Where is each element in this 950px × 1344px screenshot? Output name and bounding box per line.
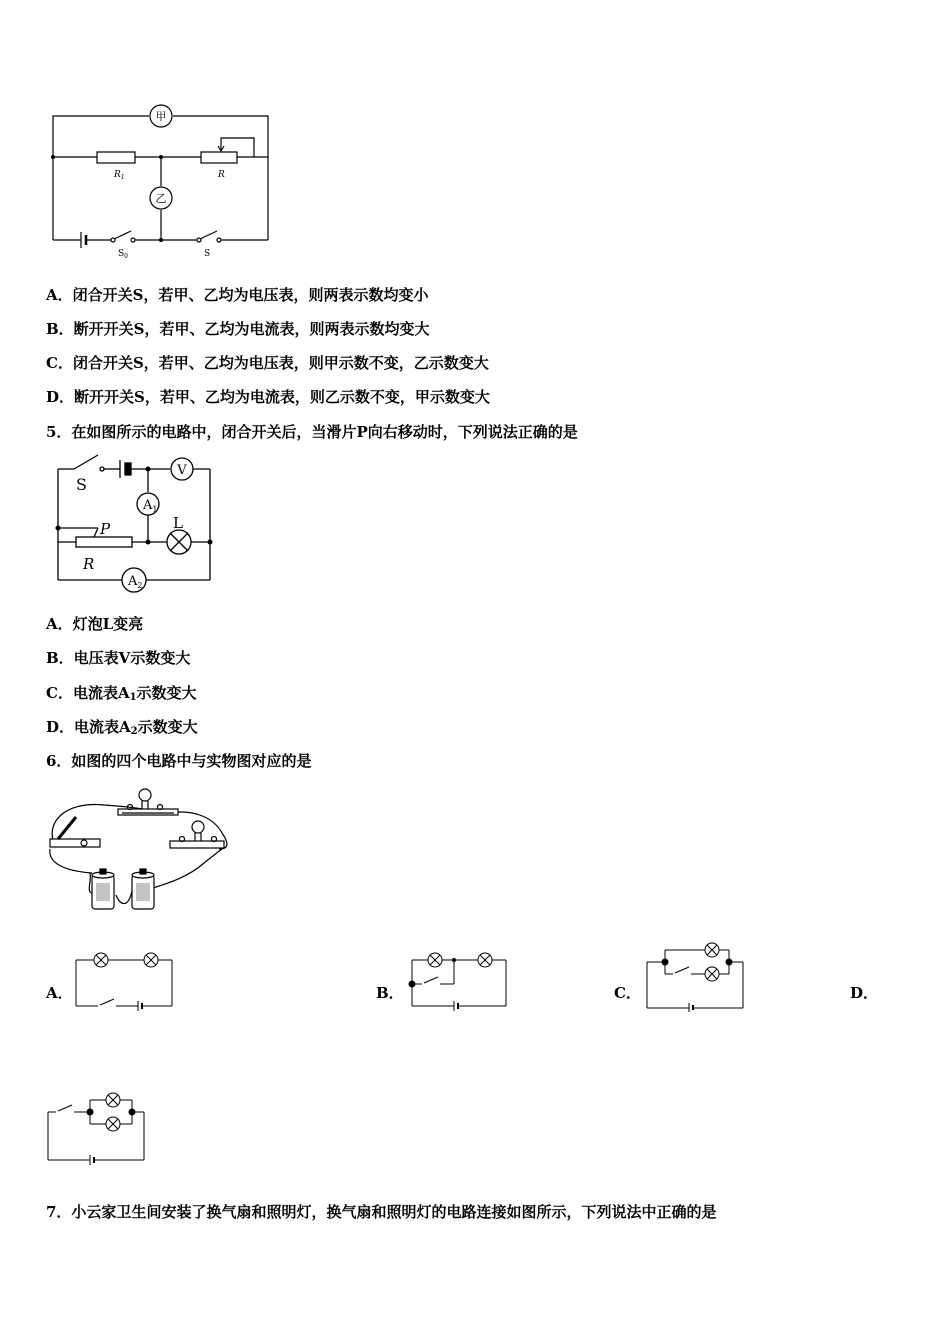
q5-p-label: P bbox=[100, 520, 111, 538]
q5-a2-sub: 2 bbox=[137, 581, 143, 590]
q6-label-b: B． bbox=[376, 984, 404, 1002]
q4-r1-label: R bbox=[114, 170, 121, 180]
q5-option-c bbox=[46, 683, 197, 708]
q6-option-c-circuit bbox=[645, 938, 747, 1012]
q4-option-b: B．断开开关S，若甲、乙均为电流表，则两表示数均变大 bbox=[46, 320, 430, 338]
q5-option-d-post: 示数变大 bbox=[137, 718, 198, 736]
q5-option-b: B．电压表V示数变大 bbox=[46, 649, 191, 667]
q4-option-a: A．闭合开关S，若甲、乙均为电压表，则两表示数均变小 bbox=[46, 286, 429, 304]
q6-option-a-circuit bbox=[74, 950, 176, 1012]
q4-r-label: R bbox=[218, 170, 225, 180]
q5-r-label: R bbox=[83, 555, 95, 573]
q5-option-c-pre: C．电流表A bbox=[46, 684, 130, 702]
q4-s0-sub: 0 bbox=[124, 253, 128, 260]
svg-text:R1 bbox=[113, 170, 125, 181]
q5-l-label: L bbox=[173, 514, 183, 532]
q5-option-d bbox=[46, 717, 198, 742]
q4-option-c: C．闭合开关S，若甲、乙均为电压表，则甲示数不变，乙示数变大 bbox=[46, 354, 489, 372]
q5-stem: 5．在如图所示的电路中，闭合开关后，当滑片P向右移动时，下列说法正确的是 bbox=[46, 423, 578, 441]
q4-s-label: S bbox=[204, 249, 211, 259]
q7-stem: 7．小云家卫生间安装了换气扇和照明灯，换气扇和照明灯的电路连接如图所示，下列说法中正确的是 bbox=[46, 1203, 717, 1221]
q5-s-label: S bbox=[76, 475, 87, 494]
q4-meter-yi: 乙 bbox=[155, 192, 167, 205]
q5-a1-label: A bbox=[143, 498, 153, 513]
q5-a1-sub: 1 bbox=[152, 505, 158, 514]
q5-a2-label: A bbox=[128, 574, 138, 589]
q5-option-c-sub: 1 bbox=[129, 692, 137, 703]
q5-v-label: V bbox=[177, 463, 187, 478]
q5-option-a: A．灯泡L变亮 bbox=[46, 615, 144, 633]
q6-stem: 6．如图的四个电路中与实物图对应的是 bbox=[46, 752, 312, 770]
q4-r1-sub: 1 bbox=[120, 174, 125, 181]
q6-label-a: A． bbox=[46, 984, 73, 1002]
q6-physical-circuit-picture bbox=[44, 783, 239, 918]
q4-circuit-diagram bbox=[45, 100, 285, 265]
q4-option-d: D．断开开关S，若甲、乙均为电流表，则乙示数不变，甲示数变大 bbox=[46, 388, 490, 406]
q5-circuit-diagram bbox=[50, 452, 225, 597]
q4-meter-jia: 甲 bbox=[155, 110, 167, 123]
svg-text:S0 bbox=[118, 249, 128, 260]
q6-label-c: C． bbox=[614, 984, 641, 1002]
q5-option-c-post: 示数变大 bbox=[136, 684, 197, 702]
q6-option-b-circuit bbox=[408, 950, 510, 1012]
q6-option-d-circuit bbox=[46, 1092, 148, 1166]
q6-label-d: D． bbox=[850, 984, 879, 1002]
q5-option-d-sub: 2 bbox=[130, 726, 138, 737]
q4-s0-label: S bbox=[118, 249, 125, 259]
q5-option-d-pre: D．电流表A bbox=[46, 718, 131, 736]
